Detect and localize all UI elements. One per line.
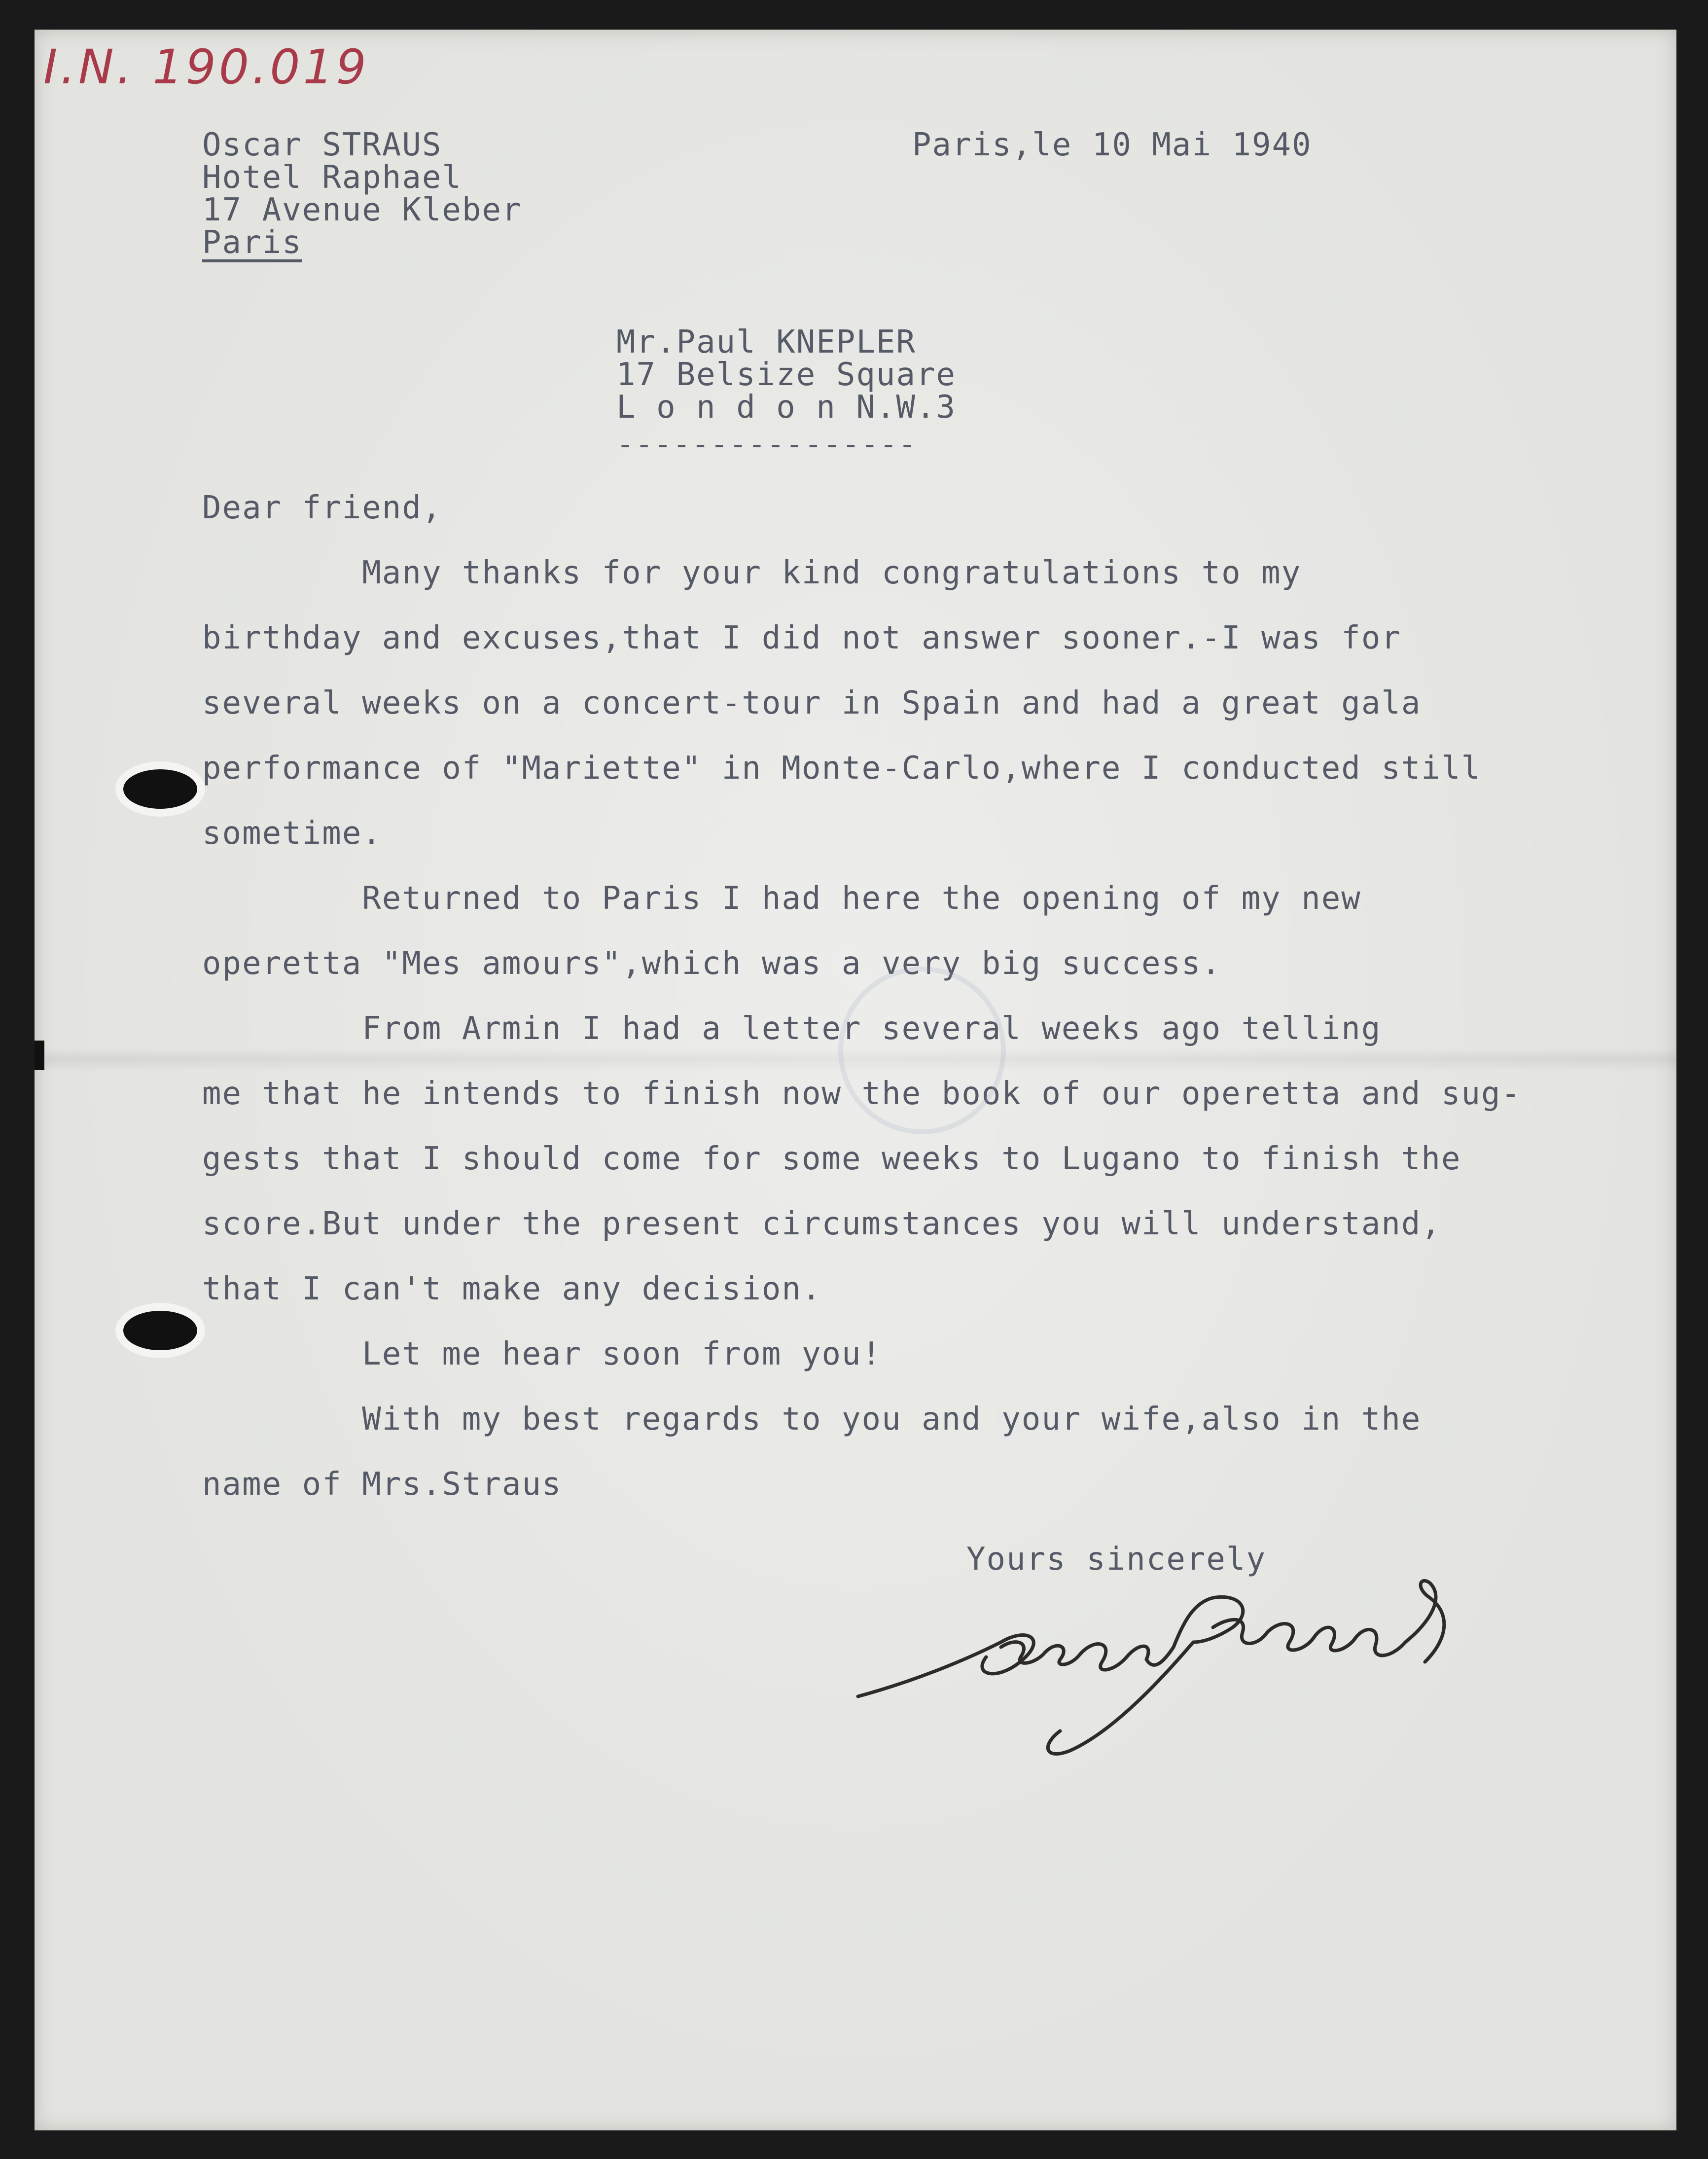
sender-name: Oscar STRAUS bbox=[202, 127, 442, 163]
body-line: score.But under the present circumstances you will understand, bbox=[202, 1206, 1441, 1242]
body-line: Let me hear soon from you! bbox=[202, 1336, 882, 1372]
recipient-name: Mr.Paul KNEPLER bbox=[616, 324, 916, 360]
body-line: performance of "Mariette" in Monte-Carlo,where I conducted still bbox=[202, 750, 1481, 787]
body-line: birthday and excuses,that I did not answer sooner.-I was for bbox=[202, 620, 1401, 656]
body-line: From Armin I had a letter several weeks ago telling bbox=[202, 1010, 1382, 1047]
binder-tab bbox=[35, 1041, 44, 1070]
body-line: Many thanks for your kind congratulations to my bbox=[202, 555, 1302, 591]
salutation: Dear friend, bbox=[202, 490, 442, 526]
recipient-street: 17 Belsize Square bbox=[616, 357, 957, 393]
punch-hole-upper bbox=[123, 769, 197, 809]
body-line: gests that I should come for some weeks to Lugano to finish the bbox=[202, 1141, 1461, 1177]
date-line: Paris,le 10 Mai 1940 bbox=[912, 127, 1312, 163]
body-line: name of Mrs.Straus bbox=[202, 1466, 562, 1503]
body-line: several weeks on a concert-tour in Spain and had a great gala bbox=[202, 685, 1422, 721]
sender-street: 17 Avenue Kleber bbox=[202, 192, 522, 228]
sender-hotel: Hotel Raphael bbox=[202, 159, 462, 196]
sender-city: Paris bbox=[202, 227, 302, 262]
faded-stamp bbox=[838, 967, 1006, 1134]
body-line: that I can't make any decision. bbox=[202, 1271, 822, 1307]
body-line: Returned to Paris I had here the opening of my new bbox=[202, 880, 1361, 917]
archive-reference-number: I.N. 190.019 bbox=[43, 39, 369, 95]
body-line: operetta "Mes amours",which was a very big success. bbox=[202, 945, 1222, 982]
body-line: With my best regards to you and your wife,also in the bbox=[202, 1401, 1422, 1438]
closing: Yours sincerely bbox=[966, 1541, 1266, 1578]
recipient-city: L o n d o n N.W.3 bbox=[616, 389, 957, 426]
punch-hole-lower bbox=[123, 1311, 197, 1350]
body-line: me that he intends to finish now the book of our operetta and sug- bbox=[202, 1076, 1522, 1112]
handwritten-signature bbox=[838, 1568, 1499, 1765]
recipient-rule: ---------------- bbox=[616, 427, 917, 462]
body-line: sometime. bbox=[202, 815, 382, 852]
